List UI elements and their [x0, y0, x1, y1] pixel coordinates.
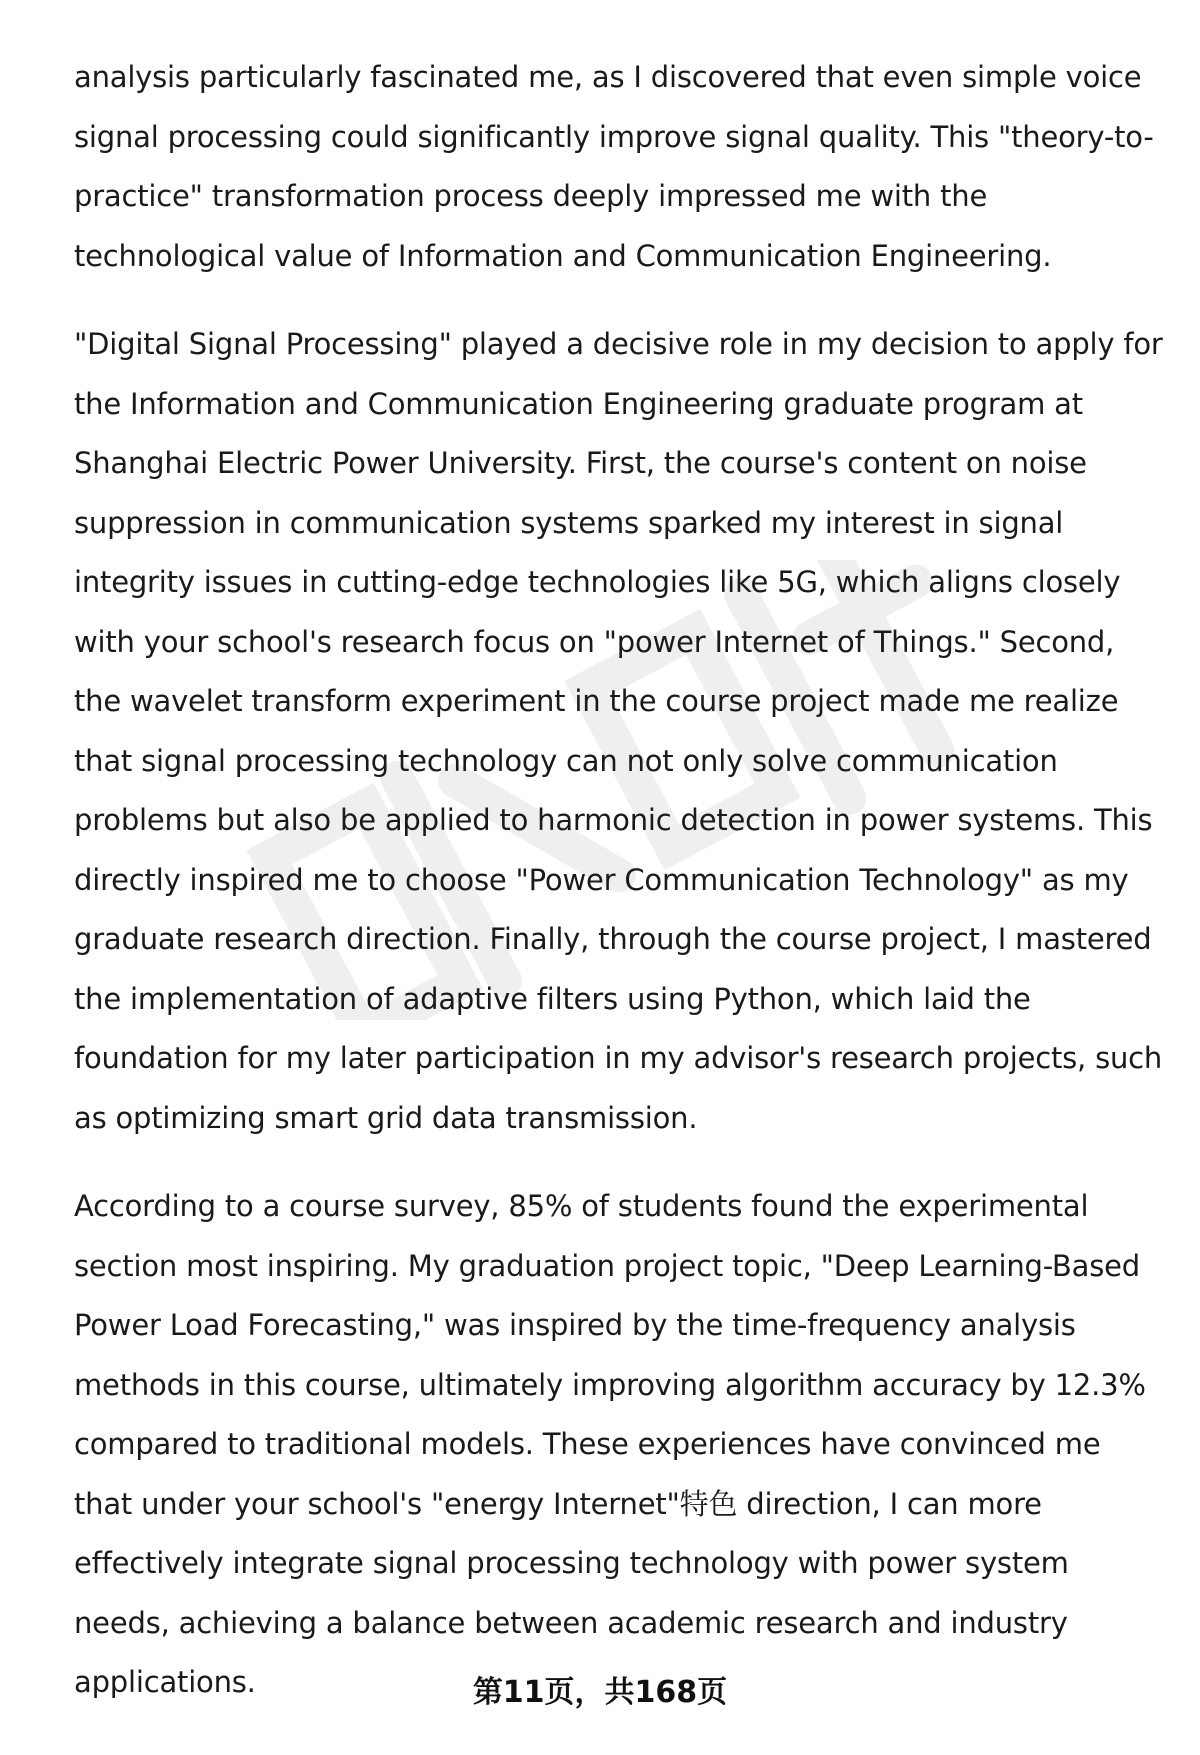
paragraph: "Digital Signal Processing" played a decisive role in my decision to apply for the Information and Communication Engineering graduate program at Shanghai Electric Power University. First, the course's content on noise suppression in communication systems sparked my interest in signal integrity issues in cutting-edge technologies like 5G, which aligns closely with your school's research focus on "power Internet of Things." Second, the wavelet transform experiment in the course project made me realize that signal processing technology can not only solve communication problems but also be applied to harmonic detection in power systems. This directly inspired me to choose "Power Communication Technology" as my graduate research direction. Finally, through the course project, I mastered the implementation of adaptive filters using Python, which laid the foundation for my later participation in my advisor's research projects, such as optimizing smart grid data transmission.	[74, 327, 1163, 1135]
page-number: 第11页，共168页	[472, 1675, 728, 1710]
document-body	[74, 48, 1164, 1742]
paragraph: analysis particularly fascinated me, as I discovered that even simple voice signal processing could significantly improve signal quality. This "theory-to-practice" transformation process deeply impressed me with the technological value of Information and Communication Engineering.	[74, 60, 1154, 273]
paragraph: According to a course survey, 85% of students found the experimental section most inspiring. My graduation project topic, "Deep Learning-Based Power Load Forecasting," was inspired by the time-frequency analysis methods in this course, ultimately improving algorithm accuracy by 12.3% compared to traditional models. These experiences have convinced me that under your school's "energy Internet"特色 direction, I can more effectively integrate signal processing technology with power system needs, achieving a balance between academic research and industry applications.	[74, 1189, 1146, 1699]
